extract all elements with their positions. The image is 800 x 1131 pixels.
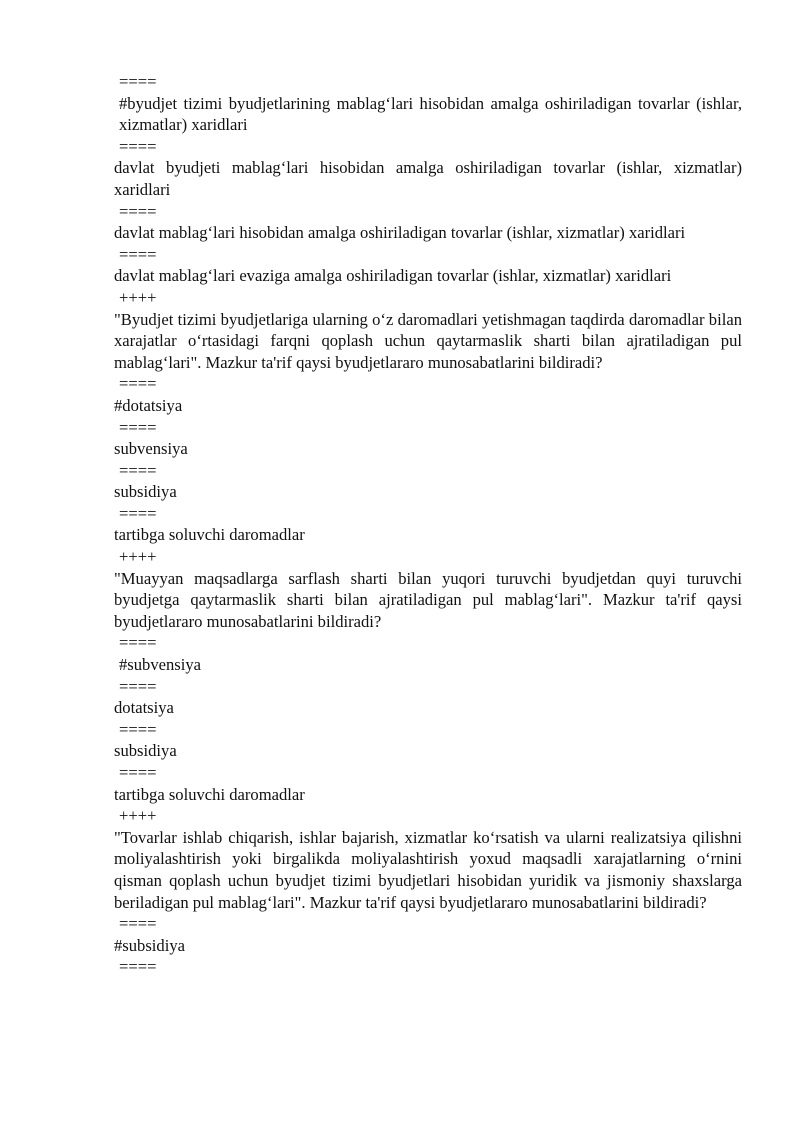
text-paragraph: dotatsiya [114, 698, 174, 718]
text-paragraph: davlat mablag‘lari hisobidan amalga oshiriladigan tovarlar (ishlar, xizmatlar) xaridlari [114, 223, 686, 243]
separator-line: ==== [119, 763, 157, 782]
text-paragraph: subsidiya [114, 482, 177, 502]
text-paragraph: "Tovarlar ishlab chiqarish, ishlar bajarish, xizmatlar ko‘rsatish va ularni realizatsiya qilishni moliyalashtirish yoki birgalikda moliyalashtirish yoxud maqsadli xarajatlarning o‘rnini qisman qoplash uchun byudjet tizimi byudjetlari hisobidan yuridik va jismoniy shaxslarga beriladigan pul mablag‘lari". Mazkur ta'rif qaysi byudjetlararo munosabatlarini bildiradi? [114, 827, 742, 912]
separator-line: ==== [119, 503, 157, 523]
separator-line: ==== [119, 136, 157, 156]
text-paragraph: subvensiya [114, 439, 188, 459]
text-paragraph: tartibga soluvchi daromadlar [114, 525, 305, 545]
separator-line: ++++ [119, 547, 157, 567]
separator-line: ==== [119, 460, 157, 480]
text-paragraph: #byudjet tizimi byudjetlarining mablag‘lari hisobidan amalga oshiriladigan tovarlar (ishlar, xizmatlar) xaridlari [119, 93, 742, 135]
separator-line: ==== [119, 957, 157, 977]
separator-line: ==== [119, 201, 157, 221]
separator-line: ++++ [119, 287, 157, 307]
separator-line: ==== [119, 914, 157, 934]
text-paragraph: davlat mablag‘lari evaziga amalga oshiriladigan tovarlar (ishlar, xizmatlar) xaridlari [114, 266, 672, 286]
separator-line: ==== [119, 633, 157, 653]
text-paragraph: davlat byudjeti mablag‘lari hisobidan amalga oshiriladigan tovarlar (ishlar, xizmatlar) xaridlari [114, 158, 742, 199]
text-paragraph: "Muayyan maqsadlarga sarflash sharti bilan yuqori turuvchi byudjetdan quyi turuvchi byudjetga qaytarmaslik sharti bilan ajratiladigan pul mablag‘lari". Mazkur ta'rif qaysi byudjetlararo munosabatlarini bildiradi? [114, 568, 742, 631]
separator-line: ==== [119, 719, 157, 739]
text-paragraph: #subsidiya [114, 935, 185, 955]
text-paragraph: "Byudjet tizimi byudjetlariga ularning o‘z daromadlari yetishmagan taqdirda daromadlar bilan xarajatlar o‘rtasidagi farqni qoplash uchun qaytarmaslik sharti bilan ajratiladigan pul mablag‘lari". Mazkur ta'rif qaysi byudjetlararo munosabatlarini bildiradi? [114, 309, 742, 372]
separator-line: ++++ [119, 806, 157, 826]
separator-line: ==== [119, 244, 157, 264]
text-paragraph: tartibga soluvchi daromadlar [114, 784, 305, 804]
separator-line: ==== [119, 417, 157, 437]
text-paragraph: subsidiya [114, 741, 177, 761]
separator-line: ==== [119, 72, 157, 91]
text-paragraph: #dotatsiya [114, 395, 183, 415]
text-paragraph: #subvensiya [119, 655, 202, 675]
separator-line: ==== [119, 676, 157, 696]
separator-line: ==== [119, 374, 157, 394]
